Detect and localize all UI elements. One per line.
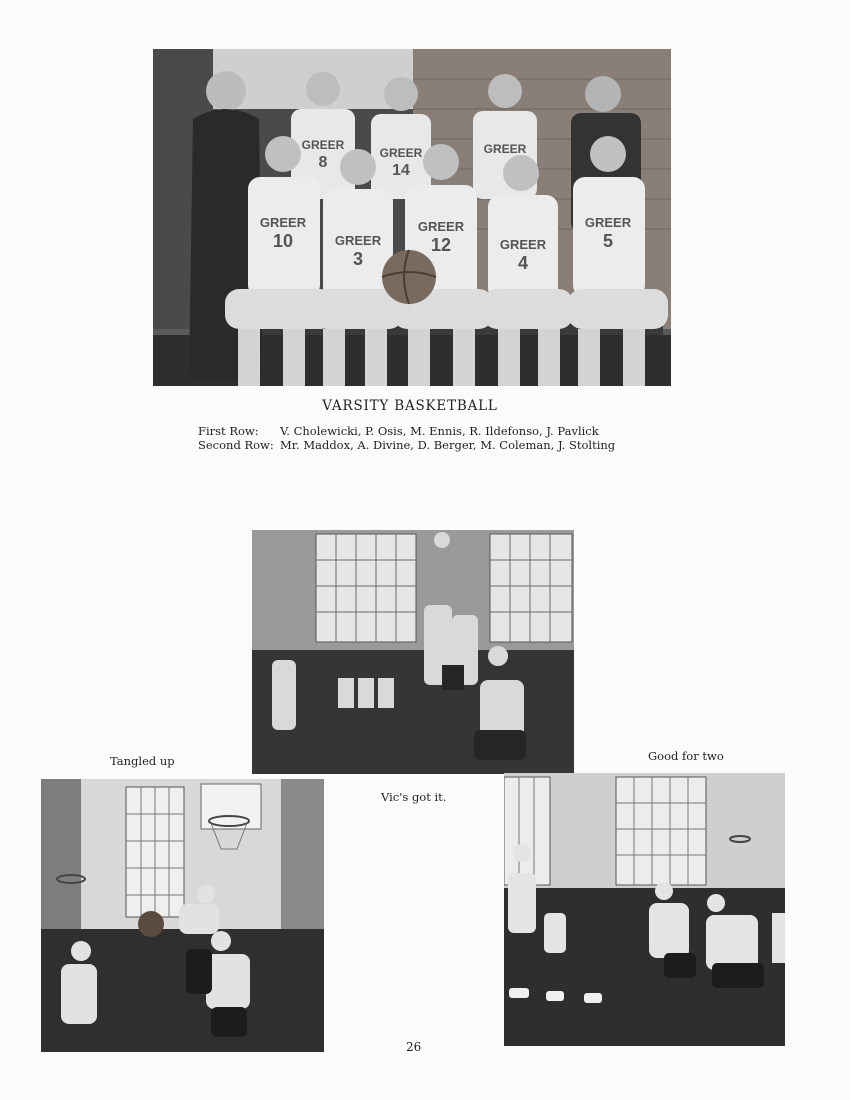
good-for-two-photo [504, 773, 785, 1046]
second-row-label: Second Row: [198, 438, 274, 452]
jersey-team-3: GREER [417, 219, 465, 234]
jersey-team-back-3: GREER [483, 142, 527, 156]
jersey-team-back-1: GREER [301, 138, 345, 152]
jersey-team-2: GREER [334, 233, 382, 248]
basketball [382, 250, 436, 304]
jersey-number-5: 5 [602, 231, 614, 251]
first-row-roster [198, 424, 599, 438]
caption-good-for-two: Good for two [648, 749, 724, 763]
page-number: 26 [406, 1040, 422, 1054]
jersey-number-14: 14 [392, 162, 410, 179]
team-photo [153, 49, 671, 386]
section-title: VARSITY BASKETBALL [322, 398, 498, 414]
second-row-roster [198, 438, 615, 452]
jersey-team-4: GREER [499, 237, 547, 252]
jump-ball-photo [252, 530, 574, 774]
caption-vics-got-it: Vic's got it. [381, 790, 447, 804]
jersey-number-3: 3 [352, 249, 364, 269]
second-row-names: Mr. Maddox, A. Divine, D. Berger, M. Coleman, J. Stolting [280, 438, 616, 452]
first-row-names: V. Cholewicki, P. Osis, M. Ennis, R. Ildefonso, J. Pavlick [280, 424, 599, 438]
jersey-number-8: 8 [318, 154, 328, 171]
jersey-number-4: 4 [517, 253, 529, 273]
caption-tangled: Tangled up [110, 754, 175, 768]
jersey-number-10: 10 [272, 231, 294, 251]
jersey-team-back-2: GREER [379, 146, 423, 160]
jersey-team-1: GREER [259, 215, 307, 230]
jersey-number-12: 12 [430, 235, 452, 255]
tangled-up-photo [41, 779, 324, 1052]
jersey-team-5: GREER [584, 215, 632, 230]
first-row-label: First Row: [198, 424, 259, 438]
